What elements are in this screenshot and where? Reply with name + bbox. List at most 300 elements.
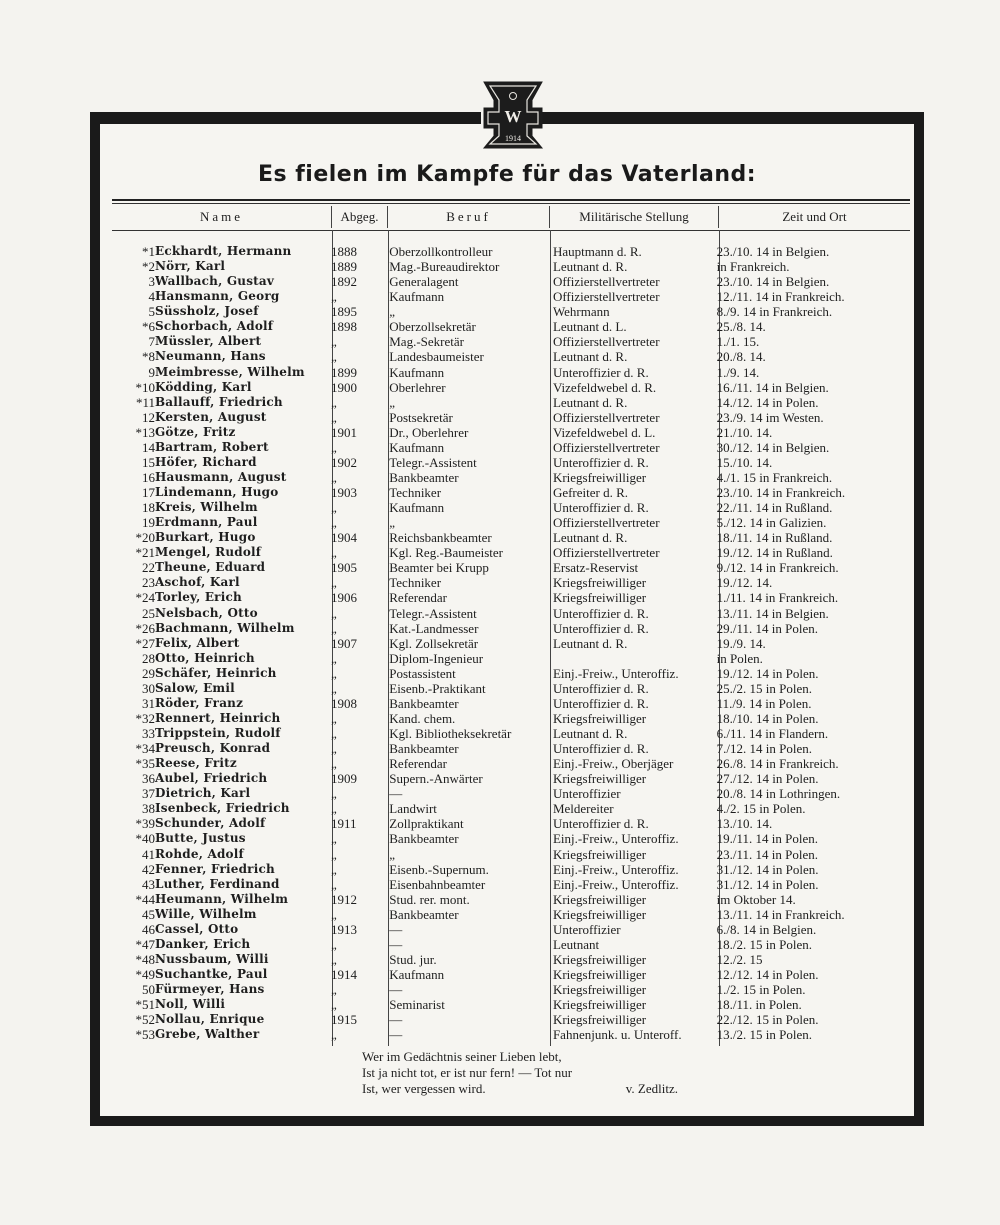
row-stellung: Offizierstellvertreter <box>552 289 660 305</box>
row-number: 36 <box>141 771 155 787</box>
row-year: „ <box>330 469 337 485</box>
row-name: Meimbresse, Wilhelm <box>154 364 305 379</box>
row-name: Nörr, Karl <box>154 259 226 274</box>
row-beruf: Dr., Oberlehrer <box>389 424 469 440</box>
row-stellung: Kriegsfreiwilliger <box>552 891 647 907</box>
row-stellung: Einj.-Freiw., Unteroffiz. <box>552 876 679 892</box>
row-stellung: Unteroffizier d. R. <box>552 500 649 516</box>
table-row <box>112 756 910 771</box>
row-zeit-ort: 6./11. 14 in Flandern. <box>716 726 829 742</box>
row-year: „ <box>330 515 337 531</box>
row-number: 5 <box>148 304 155 320</box>
row-zeit-ort: 15./10. 14. <box>716 454 773 470</box>
row-stellung: Kriegsfreiwilliger <box>552 982 647 998</box>
row-year: „ <box>330 726 337 742</box>
column-header-zeit: Zeit und Ort <box>782 209 847 224</box>
row-number: *26 <box>135 620 155 636</box>
row-beruf: „ <box>389 394 396 410</box>
row-year: 1913 <box>330 921 357 937</box>
row-year: „ <box>330 876 337 892</box>
row-zeit-ort: 12./12. 14 in Polen. <box>716 967 819 983</box>
row-beruf: Kgl. Bibliotheksekretär <box>389 726 512 742</box>
row-beruf: Mag.-Bureaudirektor <box>389 259 500 275</box>
row-stellung: Unteroffizier d. R. <box>552 620 649 636</box>
row-number: *48 <box>135 951 155 967</box>
row-year: „ <box>330 289 337 305</box>
row-year: „ <box>330 620 337 636</box>
table-row <box>112 666 910 681</box>
row-year: „ <box>330 801 337 817</box>
row-stellung: Offizierstellvertreter <box>552 439 660 455</box>
row-zeit-ort: 21./10. 14. <box>716 424 773 440</box>
poem-line-3-text: Ist, wer vergessen wird. <box>362 1081 486 1096</box>
table-row <box>112 606 910 621</box>
page-title: Es fielen im Kampfe für das Vaterland: <box>257 162 757 187</box>
table-row <box>112 590 910 605</box>
row-year: „ <box>330 982 337 998</box>
row-name: Heumann, Wilhelm <box>154 891 289 906</box>
row-beruf: Stud. rer. mont. <box>389 891 470 907</box>
row-name: Kersten, August <box>154 409 267 424</box>
row-number: *39 <box>135 816 155 832</box>
table-row <box>112 575 910 590</box>
frame-top-band-left <box>100 112 481 124</box>
row-zeit-ort: 23./9. 14 im Westen. <box>716 409 824 425</box>
row-year: 1908 <box>330 695 357 711</box>
row-beruf: Referendar <box>389 756 447 772</box>
table-row <box>112 500 910 515</box>
row-beruf: Eisenbahnbeamter <box>389 876 486 892</box>
table-row <box>112 515 910 530</box>
column-header-abgeg: Abgeg. <box>332 206 388 228</box>
row-stellung: Ersatz-Reservist <box>552 560 639 576</box>
row-year: 1888 <box>330 244 357 260</box>
row-year: „ <box>330 997 337 1013</box>
row-name: Aschof, Karl <box>154 575 240 590</box>
row-stellung: Wehrmann <box>552 304 610 320</box>
row-year: 1889 <box>330 259 357 275</box>
row-zeit-ort: 13./10. 14. <box>716 816 773 832</box>
row-year: „ <box>330 394 337 410</box>
row-number: 23 <box>141 575 155 591</box>
row-zeit-ort: 1./2. 15 in Polen. <box>716 982 806 998</box>
row-name: Eckhardt, Hermann <box>154 244 292 259</box>
row-zeit-ort: 27./12. 14 in Polen. <box>716 771 819 787</box>
row-number: 33 <box>141 726 155 742</box>
row-year: 1900 <box>330 379 357 395</box>
row-zeit-ort: 20./8. 14 in Lothringen. <box>716 786 841 802</box>
row-name: Dietrich, Karl <box>154 786 251 801</box>
row-stellung: Offizierstellvertreter <box>552 545 660 561</box>
table-row <box>112 395 910 410</box>
row-number: *8 <box>141 349 155 365</box>
row-number: *40 <box>135 831 155 847</box>
row-number: *49 <box>135 967 155 983</box>
row-number: *20 <box>135 530 155 546</box>
row-year: 1909 <box>330 771 357 787</box>
row-name: Fürmeyer, Hans <box>154 982 265 997</box>
table-row <box>112 877 910 892</box>
row-number: *44 <box>135 891 155 907</box>
poem-line-1: Wer im Gedächtnis seiner Lieben lebt, <box>362 1049 562 1064</box>
row-zeit-ort: in Frankreich. <box>716 259 790 275</box>
row-stellung: Leutnant d. R. <box>552 349 628 365</box>
row-stellung: Leutnant d. R. <box>552 259 628 275</box>
table-row <box>112 545 910 560</box>
row-number: 38 <box>141 801 155 817</box>
row-zeit-ort: 14./12. 14 in Polen. <box>716 394 819 410</box>
row-beruf: Referendar <box>389 590 447 606</box>
row-beruf: Telegr.-Assistent <box>389 454 477 470</box>
row-zeit-ort: 31./12. 14 in Polen. <box>716 876 819 892</box>
row-name: Butte, Justus <box>154 831 246 846</box>
casualty-table <box>112 244 910 1042</box>
row-name: Rohde, Adolf <box>154 846 244 861</box>
row-stellung: Einj.-Freiw., Unteroffiz. <box>552 831 679 847</box>
row-beruf: Telegr.-Assistent <box>389 605 477 621</box>
row-year: 1899 <box>330 364 357 380</box>
table-row <box>112 621 910 636</box>
table-row <box>112 274 910 289</box>
row-name: Aubel, Friedrich <box>154 771 268 786</box>
row-name: Torley, Erich <box>154 590 242 605</box>
row-beruf: Kat.-Landmesser <box>389 620 479 636</box>
row-zeit-ort: 13./11. 14 in Frankreich. <box>716 906 845 922</box>
table-row <box>112 922 910 937</box>
table-row <box>112 892 910 907</box>
row-name: Erdmann, Paul <box>154 515 258 530</box>
row-stellung: Einj.-Freiw., Unteroffiz. <box>552 861 679 877</box>
column-header-name: Name <box>112 206 332 228</box>
table-row <box>112 470 910 485</box>
row-year: 1914 <box>330 967 357 983</box>
row-zeit-ort: im Oktober 14. <box>716 891 796 907</box>
row-zeit-ort: 29./11. 14 in Polen. <box>716 620 818 636</box>
row-name: Cassel, Otto <box>154 921 239 936</box>
row-beruf: Generalagent <box>389 274 459 290</box>
row-beruf: — <box>389 936 403 952</box>
row-stellung: Unteroffizier <box>552 786 621 802</box>
row-beruf: Zollpraktikant <box>389 816 464 832</box>
row-zeit-ort: 11./9. 14 in Polen. <box>716 695 812 711</box>
row-stellung: Kriegsfreiwilliger <box>552 710 647 726</box>
row-stellung: Unteroffizier d. R. <box>552 741 649 757</box>
row-stellung: Kriegsfreiwilliger <box>552 906 647 922</box>
row-name: Noll, Willi <box>154 997 226 1012</box>
row-number: 14 <box>141 439 155 455</box>
row-name: Schorbach, Adolf <box>154 319 274 334</box>
row-zeit-ort: 18./11. 14 in Rußland. <box>716 530 833 546</box>
row-number: 17 <box>141 485 155 501</box>
row-beruf: Supern.-Anwärter <box>389 771 483 787</box>
row-beruf: Kaufmann <box>389 439 445 455</box>
row-number: 30 <box>141 680 155 696</box>
row-name: Lindemann, Hugo <box>154 485 279 500</box>
row-beruf: Bankbeamter <box>389 906 459 922</box>
row-beruf: Diplom-Ingenieur <box>389 650 484 666</box>
row-beruf: — <box>389 786 403 802</box>
table-row <box>112 741 910 756</box>
row-number: 45 <box>141 906 155 922</box>
row-name: Nelsbach, Otto <box>154 605 258 620</box>
row-stellung: Kriegsfreiwilliger <box>552 469 647 485</box>
row-stellung: Gefreiter d. R. <box>552 485 629 501</box>
table-row <box>112 485 910 500</box>
row-year: „ <box>330 349 337 365</box>
poem-author: v. Zedlitz. <box>625 1081 678 1096</box>
row-zeit-ort: 25./8. 14. <box>716 319 766 335</box>
row-name: Müssler, Albert <box>154 334 262 349</box>
table-row <box>112 952 910 967</box>
table-row <box>112 862 910 877</box>
row-name: Höfer, Richard <box>154 454 257 469</box>
table-row <box>112 711 910 726</box>
row-beruf: — <box>389 1012 403 1028</box>
frame-top-band-right <box>533 112 914 124</box>
table-row <box>112 831 910 846</box>
row-zeit-ort: 20./8. 14. <box>716 349 766 365</box>
row-stellung: Unteroffizier d. R. <box>552 364 649 380</box>
row-stellung: Kriegsfreiwilliger <box>552 1012 647 1028</box>
row-year: „ <box>330 334 337 350</box>
row-stellung: Leutnant d. R. <box>552 635 628 651</box>
row-name: Bartram, Robert <box>154 439 269 454</box>
column-header-beruf: Beruf <box>388 206 550 228</box>
row-stellung: Meldereiter <box>552 801 614 817</box>
row-number: 4 <box>148 289 155 305</box>
row-beruf: Oberzollkontrolleur <box>389 244 493 260</box>
iron-cross-icon <box>480 78 546 150</box>
row-number: *32 <box>135 710 155 726</box>
row-beruf: Oberlehrer <box>389 379 446 395</box>
emblem-letter: W <box>504 107 522 126</box>
row-beruf: Kaufmann <box>389 967 445 983</box>
row-number: *52 <box>135 1012 155 1028</box>
row-beruf: „ <box>389 304 396 320</box>
row-zeit-ort: 22./12. 15 in Polen. <box>716 1012 819 1028</box>
row-number: 22 <box>141 560 155 576</box>
row-year: „ <box>330 409 337 425</box>
row-year: „ <box>330 665 337 681</box>
row-name: Ballauff, Friedrich <box>154 394 283 409</box>
table-row <box>112 651 910 666</box>
row-zeit-ort: 26./8. 14 in Frankreich. <box>716 756 839 772</box>
row-year: „ <box>330 951 337 967</box>
row-name: Röder, Franz <box>154 695 244 710</box>
row-year: 1906 <box>330 590 357 606</box>
row-beruf: Seminarist <box>389 997 445 1013</box>
row-number: *1 <box>141 244 155 260</box>
row-zeit-ort: 19./12. 14. <box>716 575 773 591</box>
row-number: *11 <box>135 394 155 410</box>
row-name: Burkart, Hugo <box>154 530 256 545</box>
row-stellung: Vizefeldwebel d. L. <box>552 424 656 440</box>
table-row <box>112 425 910 440</box>
row-number: *6 <box>141 319 155 335</box>
row-beruf: Postsekretär <box>389 409 453 425</box>
row-beruf: Beamter bei Krupp <box>389 560 489 576</box>
row-beruf: Mag.-Sekretär <box>389 334 464 350</box>
row-number: 7 <box>148 334 155 350</box>
row-number: *24 <box>135 590 155 606</box>
row-zeit-ort: 9./12. 14 in Frankreich. <box>716 560 839 576</box>
row-number: 46 <box>141 921 155 937</box>
row-name: Fenner, Friedrich <box>154 861 275 876</box>
row-number: *10 <box>135 379 155 395</box>
table-row <box>112 289 910 304</box>
row-zeit-ort: 1./11. 14 in Frankreich. <box>716 590 839 606</box>
row-stellung: Fahnenjunk. u. Unteroff. <box>552 1027 682 1043</box>
row-stellung: Kriegsfreiwilliger <box>552 967 647 983</box>
row-zeit-ort: 13./2. 15 in Polen. <box>716 1027 812 1043</box>
row-zeit-ort: 22./11. 14 in Rußland. <box>716 500 833 516</box>
row-name: Kreis, Wilhelm <box>154 500 258 515</box>
row-name: Nussbaum, Willi <box>154 951 269 966</box>
row-number: *2 <box>141 259 155 275</box>
row-beruf: Techniker <box>389 485 442 501</box>
row-stellung: Leutnant d. R. <box>552 394 628 410</box>
row-number: 19 <box>141 515 155 531</box>
row-year: „ <box>330 786 337 802</box>
row-stellung: Unteroffizier d. R. <box>552 454 649 470</box>
row-year: „ <box>330 756 337 772</box>
row-beruf: Landesbaumeister <box>389 349 484 365</box>
row-stellung: Kriegsfreiwilliger <box>552 997 647 1013</box>
row-number: 37 <box>141 786 155 802</box>
row-year: 1892 <box>330 274 357 290</box>
row-stellung: Kriegsfreiwilliger <box>552 771 647 787</box>
row-year: „ <box>330 439 337 455</box>
row-stellung: Kriegsfreiwilliger <box>552 590 647 606</box>
row-year: „ <box>330 1027 337 1043</box>
row-stellung: Leutnant <box>552 936 600 952</box>
row-number: 25 <box>141 605 155 621</box>
row-name: Theune, Eduard <box>154 560 266 575</box>
row-beruf: Eisenb.-Praktikant <box>389 680 486 696</box>
row-stellung: Unteroffizier d. R. <box>552 816 649 832</box>
row-year: „ <box>330 710 337 726</box>
row-number: 9 <box>148 364 155 380</box>
table-row <box>112 334 910 349</box>
row-name: Mengel, Rudolf <box>154 545 262 560</box>
row-name: Trippstein, Rudolf <box>154 726 281 741</box>
row-number: 15 <box>141 454 155 470</box>
row-zeit-ort: in Polen. <box>716 650 763 666</box>
row-year: 1907 <box>330 635 357 651</box>
row-number: 18 <box>141 500 155 516</box>
row-zeit-ort: 13./11. 14 in Belgien. <box>716 605 829 621</box>
row-beruf: Bankbeamter <box>389 469 459 485</box>
table-row <box>112 801 910 816</box>
row-number: 31 <box>141 695 155 711</box>
row-stellung: Unteroffizier d. R. <box>552 605 649 621</box>
row-number: *47 <box>135 936 155 952</box>
row-name: Danker, Erich <box>154 936 251 951</box>
row-year: 1901 <box>330 424 357 440</box>
row-stellung: Leutnant d. R. <box>552 530 628 546</box>
row-beruf: Kgl. Reg.-Baumeister <box>389 545 503 561</box>
row-beruf: Bankbeamter <box>389 695 459 711</box>
row-number: *34 <box>135 741 155 757</box>
row-stellung: Offizierstellvertreter <box>552 274 660 290</box>
emblem-year: 1914 <box>505 134 521 143</box>
row-zeit-ort: 5./12. 14 in Galizien. <box>716 515 827 531</box>
table-row <box>112 1027 910 1042</box>
row-zeit-ort: 16./11. 14 in Belgien. <box>716 379 829 395</box>
row-stellung: Kriegsfreiwilliger <box>552 846 647 862</box>
row-name: Wallbach, Gustav <box>154 274 275 289</box>
row-zeit-ort: 4./1. 15 in Frankreich. <box>716 469 833 485</box>
row-zeit-ort: 8./9. 14 in Frankreich. <box>716 304 833 320</box>
row-stellung: Leutnant d. R. <box>552 726 628 742</box>
row-name: Luther, Ferdinand <box>154 876 280 891</box>
row-number: *53 <box>135 1027 155 1043</box>
row-beruf: „ <box>389 846 396 862</box>
row-stellung: Einj.-Freiw., Oberjäger <box>552 756 674 772</box>
row-number: *51 <box>135 997 155 1013</box>
row-name: Götze, Fritz <box>154 424 236 439</box>
row-number: 3 <box>148 274 155 290</box>
row-name: Ködding, Karl <box>154 379 252 394</box>
row-zeit-ort: 19./9. 14. <box>716 635 766 651</box>
table-row <box>112 681 910 696</box>
row-zeit-ort: 4./2. 15 in Polen. <box>716 801 806 817</box>
row-name: Bachmann, Wilhelm <box>154 620 295 635</box>
row-beruf: Reichsbankbeamter <box>389 530 492 546</box>
row-stellung: Leutnant d. L. <box>552 319 627 335</box>
row-number: 29 <box>141 665 155 681</box>
row-zeit-ort: 18./11. in Polen. <box>716 997 802 1013</box>
row-number: 16 <box>141 469 155 485</box>
table-row <box>112 244 910 259</box>
row-name: Süssholz, Josef <box>154 304 259 319</box>
table-row <box>112 907 910 922</box>
row-beruf: Kaufmann <box>389 289 445 305</box>
header-top-rule <box>112 199 910 201</box>
table-row <box>112 410 910 425</box>
table-row <box>112 304 910 319</box>
row-year: „ <box>330 831 337 847</box>
row-number: 28 <box>141 650 155 666</box>
row-zeit-ort: 25./2. 15 in Polen. <box>716 680 812 696</box>
poem-line-3 <box>362 1081 678 1097</box>
table-row <box>112 1012 910 1027</box>
row-beruf: — <box>389 1027 403 1043</box>
table-row <box>112 440 910 455</box>
table-row <box>112 380 910 395</box>
row-number: *35 <box>135 756 155 772</box>
table-row <box>112 997 910 1012</box>
row-zeit-ort: 12./2. 15 <box>716 951 763 967</box>
row-beruf: Techniker <box>389 575 442 591</box>
row-name: Hausmann, August <box>154 469 287 484</box>
row-year: „ <box>330 680 337 696</box>
table-row <box>112 259 910 274</box>
row-year: „ <box>330 650 337 666</box>
table-row <box>112 967 910 982</box>
row-zeit-ort: 18./2. 15 in Polen. <box>716 936 812 952</box>
row-number: 41 <box>141 846 155 862</box>
table-row <box>112 847 910 862</box>
row-number: 43 <box>141 876 155 892</box>
column-header-stellung: Militärische Stellung <box>550 206 719 228</box>
row-name: Otto, Heinrich <box>154 650 255 665</box>
row-beruf: Landwirt <box>389 801 437 817</box>
row-name: Reese, Fritz <box>154 756 237 771</box>
row-year: „ <box>330 936 337 952</box>
table-header <box>112 206 910 228</box>
row-zeit-ort: 23./10. 14 in Belgien. <box>716 274 830 290</box>
